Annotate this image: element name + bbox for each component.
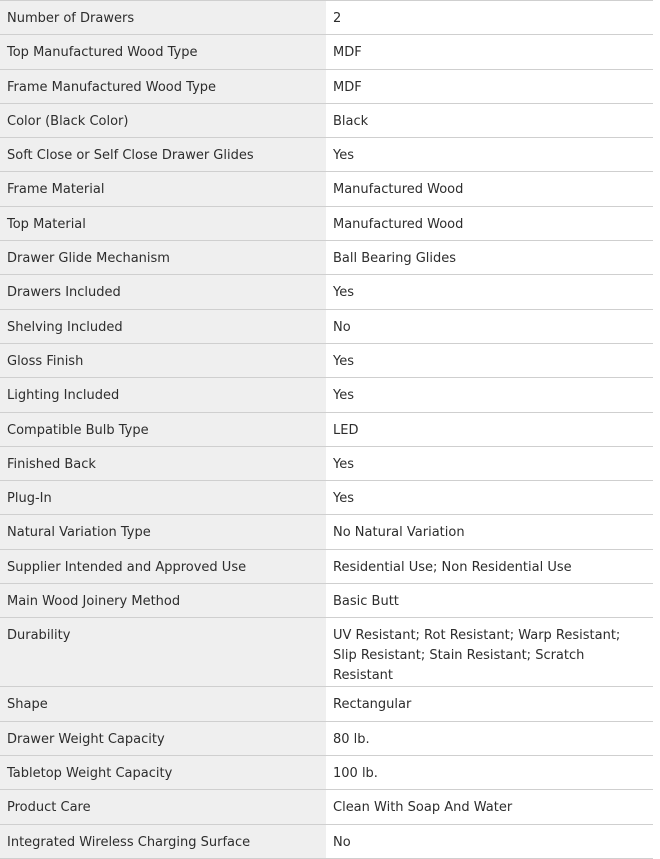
spec-value: Rectangular bbox=[326, 687, 653, 721]
spec-row-shape bbox=[0, 687, 653, 721]
spec-value: Yes bbox=[326, 446, 653, 480]
spec-value: MDF bbox=[326, 35, 653, 69]
spec-label: Gloss Finish bbox=[0, 343, 326, 377]
spec-label: Lighting Included bbox=[0, 378, 326, 412]
spec-label: Tabletop Weight Capacity bbox=[0, 755, 326, 789]
spec-row-compatible-bulb-type bbox=[0, 412, 653, 446]
spec-row-finished-back bbox=[0, 446, 653, 480]
spec-row-soft-close-drawer-glides bbox=[0, 138, 653, 172]
spec-value: LED bbox=[326, 412, 653, 446]
spec-value: Yes bbox=[326, 275, 653, 309]
spec-label: Frame Material bbox=[0, 172, 326, 206]
spec-label: Drawer Weight Capacity bbox=[0, 721, 326, 755]
spec-row-gloss-finish bbox=[0, 343, 653, 377]
spec-value: No Natural Variation bbox=[326, 515, 653, 549]
spec-label: Compatible Bulb Type bbox=[0, 412, 326, 446]
spec-value: Yes bbox=[326, 378, 653, 412]
spec-value: 100 lb. bbox=[326, 755, 653, 789]
spec-value: Manufactured Wood bbox=[326, 172, 653, 206]
spec-label: Number of Drawers bbox=[0, 1, 326, 35]
spec-row-color bbox=[0, 103, 653, 137]
spec-value: Ball Bearing Glides bbox=[326, 241, 653, 275]
spec-label: Integrated Wireless Charging Surface bbox=[0, 824, 326, 858]
spec-label: Shelving Included bbox=[0, 309, 326, 343]
spec-row-drawer-weight-capacity bbox=[0, 721, 653, 755]
spec-row-durability bbox=[0, 618, 653, 687]
spec-label: Color (Black Color) bbox=[0, 103, 326, 137]
spec-row-top-material bbox=[0, 206, 653, 240]
spec-value: 2 bbox=[326, 1, 653, 35]
spec-value: No bbox=[326, 309, 653, 343]
spec-row-number-of-drawers bbox=[0, 1, 653, 35]
spec-row-natural-variation-type bbox=[0, 515, 653, 549]
spec-value: UV Resistant; Rot Resistant; Warp Resistant; Slip Resistant; Stain Resistant; Scratch Resistant bbox=[326, 618, 653, 687]
spec-row-frame-material bbox=[0, 172, 653, 206]
spec-value: Black bbox=[326, 103, 653, 137]
spec-row-frame-manufactured-wood-type bbox=[0, 69, 653, 103]
spec-row-tabletop-weight-capacity bbox=[0, 755, 653, 789]
spec-row-drawers-included bbox=[0, 275, 653, 309]
spec-label: Plug-In bbox=[0, 481, 326, 515]
spec-row-main-wood-joinery-method bbox=[0, 584, 653, 618]
spec-label: Natural Variation Type bbox=[0, 515, 326, 549]
spec-value: Clean With Soap And Water bbox=[326, 790, 653, 824]
spec-row-drawer-glide-mechanism bbox=[0, 241, 653, 275]
spec-value: Manufactured Wood bbox=[326, 206, 653, 240]
spec-label: Main Wood Joinery Method bbox=[0, 584, 326, 618]
spec-label: Product Care bbox=[0, 790, 326, 824]
spec-row-top-manufactured-wood-type bbox=[0, 35, 653, 69]
spec-value: Yes bbox=[326, 343, 653, 377]
spec-label: Frame Manufactured Wood Type bbox=[0, 69, 326, 103]
spec-value: Yes bbox=[326, 138, 653, 172]
spec-row-shelving-included bbox=[0, 309, 653, 343]
spec-row-supplier-intended-use bbox=[0, 549, 653, 583]
spec-label: Durability bbox=[0, 618, 326, 687]
spec-value: Yes bbox=[326, 481, 653, 515]
spec-row-plug-in bbox=[0, 481, 653, 515]
spec-label: Top Material bbox=[0, 206, 326, 240]
spec-label: Shape bbox=[0, 687, 326, 721]
spec-value: MDF bbox=[326, 69, 653, 103]
spec-label: Drawer Glide Mechanism bbox=[0, 241, 326, 275]
spec-row-integrated-wireless-charging bbox=[0, 824, 653, 858]
spec-label: Soft Close or Self Close Drawer Glides bbox=[0, 138, 326, 172]
spec-label: Supplier Intended and Approved Use bbox=[0, 549, 326, 583]
spec-value: Residential Use; Non Residential Use bbox=[326, 549, 653, 583]
spec-label: Finished Back bbox=[0, 446, 326, 480]
spec-value: No bbox=[326, 824, 653, 858]
spec-label: Drawers Included bbox=[0, 275, 326, 309]
spec-row-product-care bbox=[0, 790, 653, 824]
spec-value: 80 lb. bbox=[326, 721, 653, 755]
spec-value: Basic Butt bbox=[326, 584, 653, 618]
spec-label: Top Manufactured Wood Type bbox=[0, 35, 326, 69]
spec-row-lighting-included bbox=[0, 378, 653, 412]
